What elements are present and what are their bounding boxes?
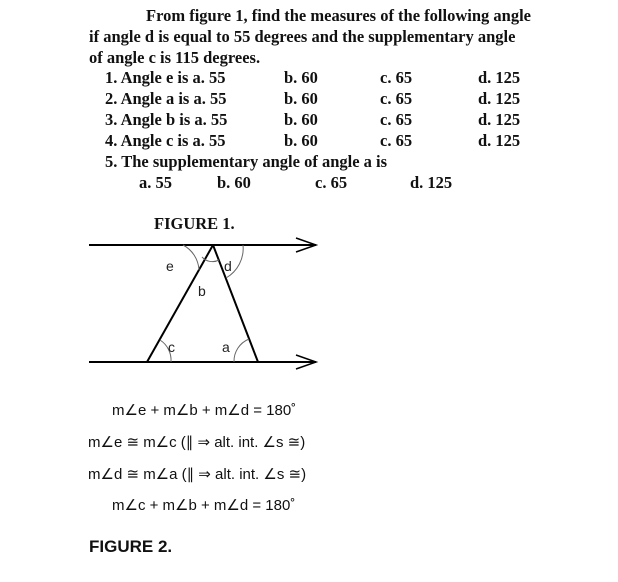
question-4-option-d: d. 125 (478, 131, 521, 150)
figure-2-title: FIGURE 2. (89, 537, 173, 556)
question-1-option-c: c. 65 (380, 68, 413, 87)
question-5-option-c: c. 65 (315, 173, 348, 192)
question-3-option-c: c. 65 (380, 110, 413, 129)
equation-2: m∠e ≅ m∠c (∥ ⇒ alt. int. ∠s ≅) (88, 434, 306, 451)
question-1-option-d: d. 125 (478, 68, 521, 87)
question-4-option-c: c. 65 (380, 131, 413, 150)
question-4-option-b: b. 60 (284, 131, 318, 150)
question-4: 4. Angle c is a. 55 (105, 131, 226, 150)
label-e: e (166, 258, 174, 274)
question-2: 2. Angle a is a. 55 (105, 89, 227, 108)
label-a: a (222, 339, 230, 355)
equation-3: m∠d ≅ m∠a (∥ ⇒ alt. int. ∠s ≅) (88, 466, 307, 483)
left-transversal (147, 245, 213, 362)
question-5-option-a: a. 55 (139, 173, 172, 192)
question-1: 1. Angle e is a. 55 (105, 68, 226, 87)
question-3: 3. Angle b is a. 55 (105, 110, 228, 129)
label-b: b (198, 283, 206, 299)
question-5-option-b: b. 60 (217, 173, 251, 192)
question-2-option-c: c. 65 (380, 89, 413, 108)
angle-e-arc (183, 245, 199, 270)
question-3-option-d: d. 125 (478, 110, 521, 129)
label-d: d (224, 258, 232, 274)
question-2-option-b: b. 60 (284, 89, 318, 108)
right-transversal (213, 245, 258, 362)
label-c: c (168, 339, 175, 355)
angle-a-arc (234, 339, 249, 362)
intro-line-1: From figure 1, find the measures of the following angle (146, 6, 531, 25)
intro-line-3: of angle c is 115 degrees. (89, 48, 261, 67)
intro-line-2: if angle d is equal to 55 degrees and the supplementary angle (89, 27, 516, 46)
question-2-option-d: d. 125 (478, 89, 521, 108)
question-5: 5. The supplementary angle of angle a is (105, 152, 388, 171)
question-3-option-b: b. 60 (284, 110, 318, 129)
question-1-option-b: b. 60 (284, 68, 318, 87)
figure-1-title: FIGURE 1. (154, 214, 235, 233)
equation-1: m∠e + m∠b + m∠d = 180˚ (112, 402, 297, 419)
question-5-option-d: d. 125 (410, 173, 453, 192)
equation-4: m∠c + m∠b + m∠d = 180˚ (112, 497, 296, 514)
